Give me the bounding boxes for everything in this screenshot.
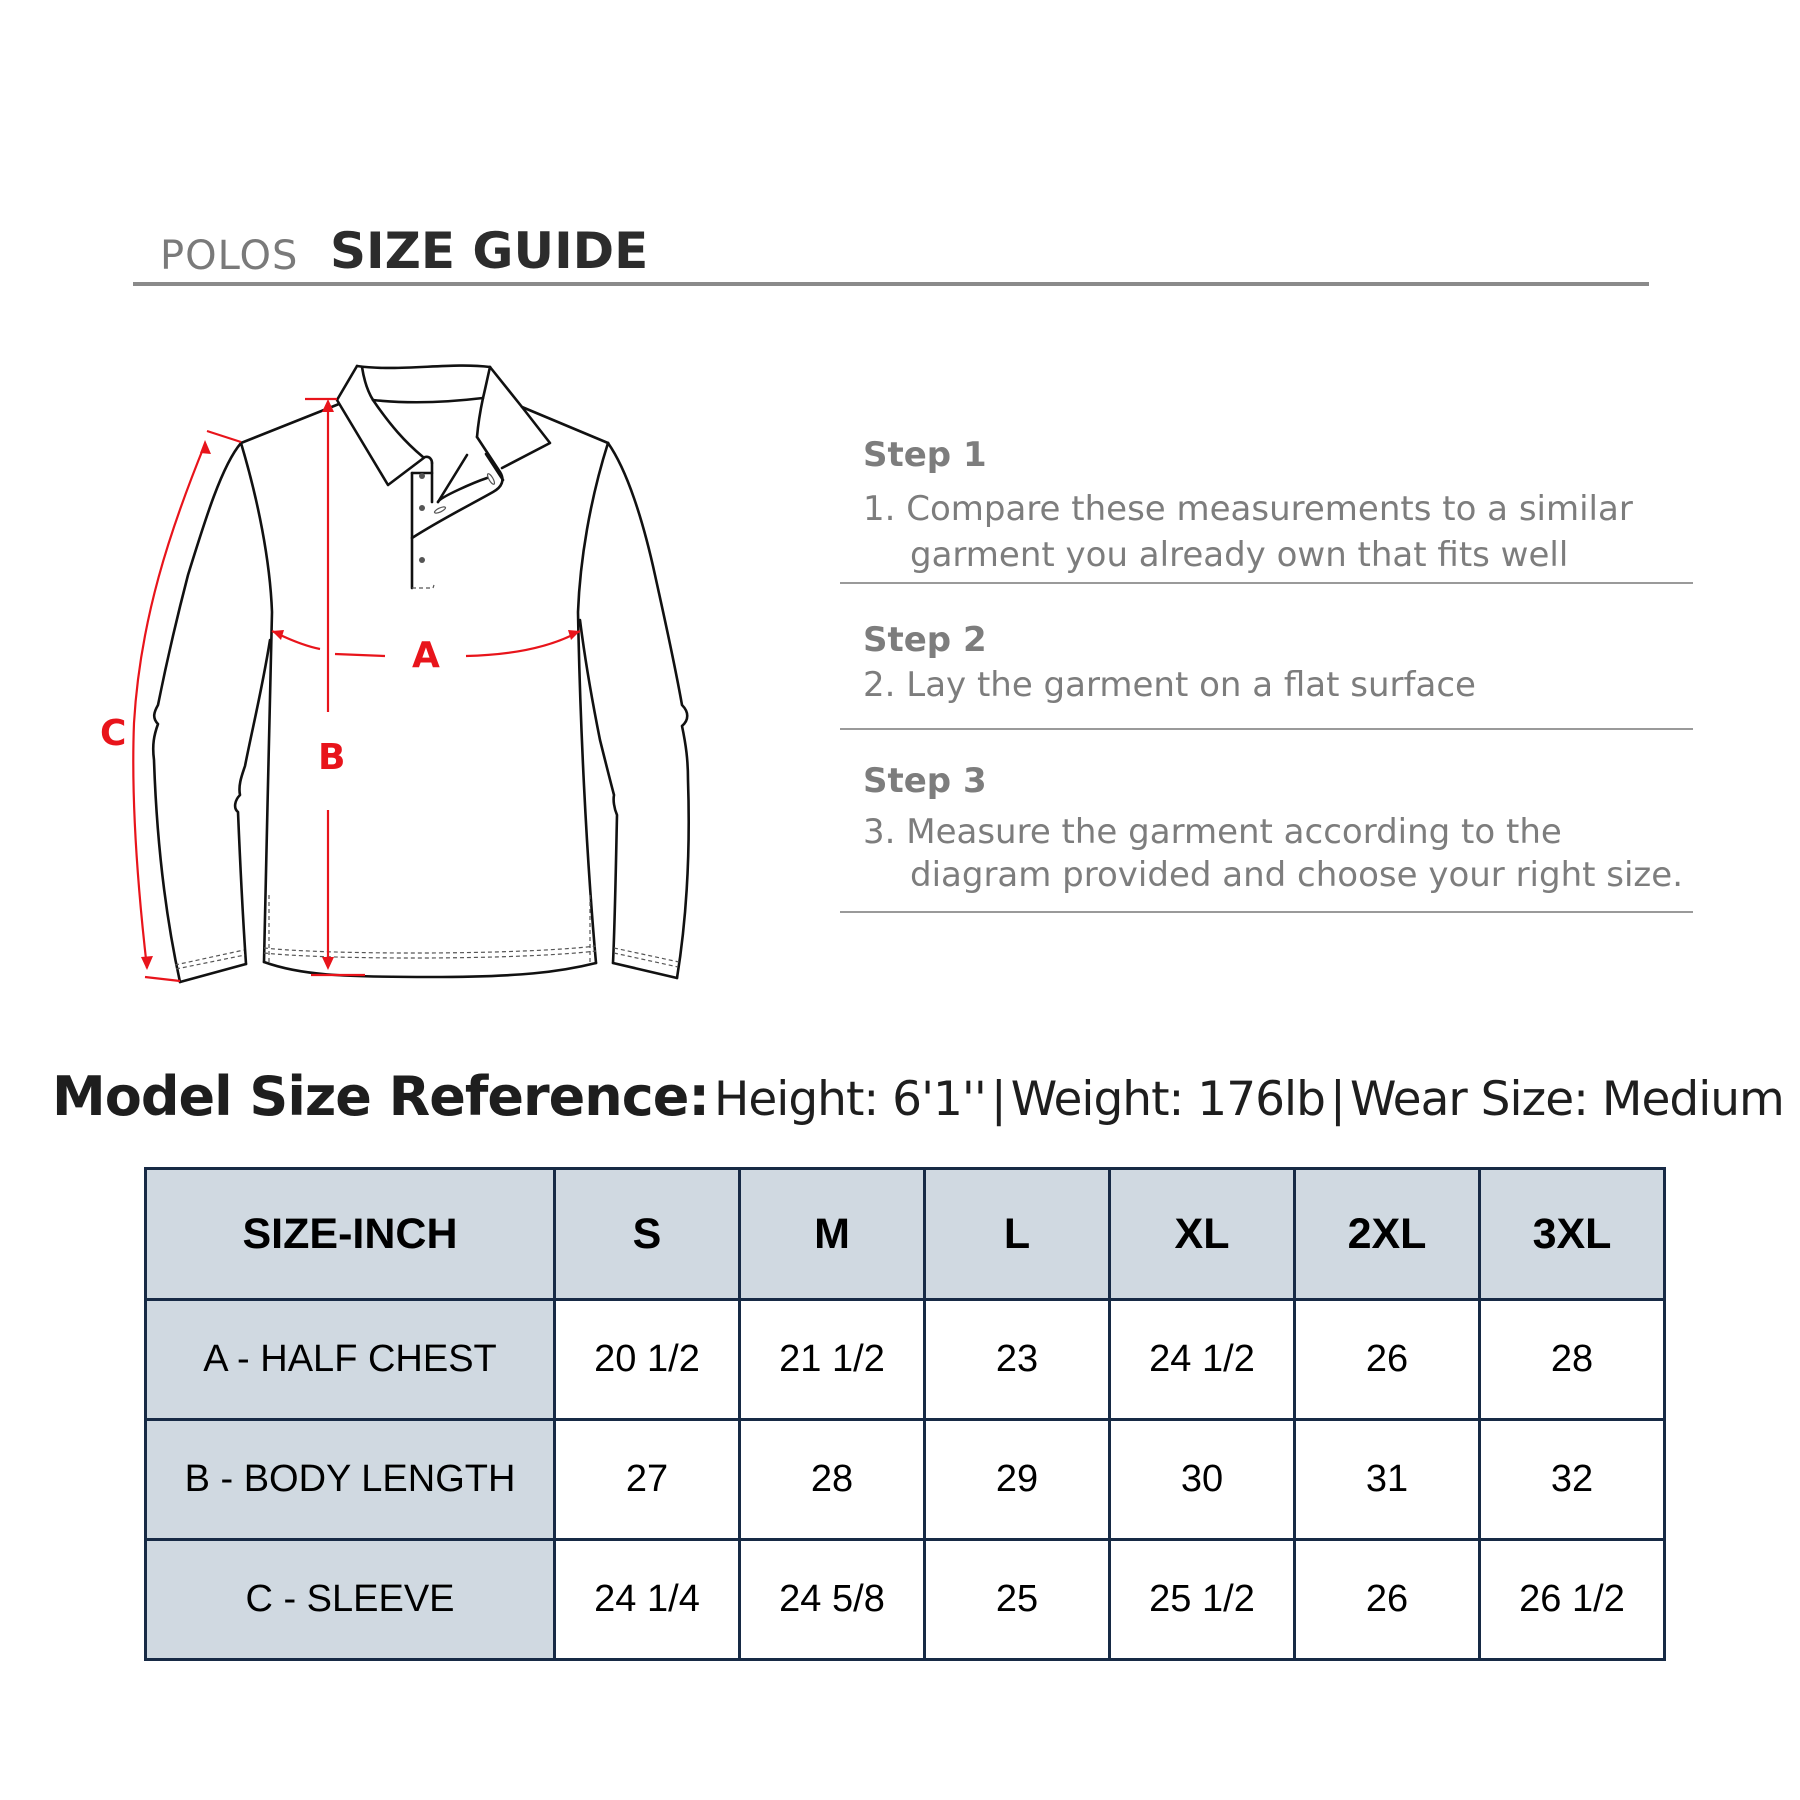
table-cell: 27 (555, 1420, 740, 1540)
table-cell: 30 (1110, 1420, 1295, 1540)
table-cell: 26 (1295, 1300, 1480, 1420)
column-header-size-inch: SIZE-INCH (146, 1169, 555, 1300)
size-chart-table (144, 1167, 1666, 1661)
step-text: diagram provided and choose your right size. (910, 855, 1684, 895)
table-row-half-chest (146, 1300, 1665, 1420)
step-divider (840, 582, 1693, 584)
step-divider (840, 911, 1693, 913)
table-cell: 24 1/4 (555, 1540, 740, 1660)
step-heading: Step 1 (863, 435, 987, 475)
table-cell: 26 (1295, 1540, 1480, 1660)
buttons (419, 473, 496, 563)
table-cell: 29 (925, 1420, 1110, 1540)
measure-a-right (466, 631, 580, 656)
column-header-l: L (925, 1169, 1110, 1300)
table-cell: 23 (925, 1300, 1110, 1420)
step-text: 3. Measure the garment according to the (863, 812, 1562, 852)
separator: | (1330, 1072, 1345, 1127)
column-header-s: S (555, 1169, 740, 1300)
step-divider (840, 728, 1693, 730)
table-row-body-length (146, 1420, 1665, 1540)
separator: | (990, 1072, 1006, 1127)
measure-b-label: B (318, 737, 346, 778)
step-text: garment you already own that fits well (910, 535, 1569, 575)
measure-c (133, 444, 205, 968)
row-label: C - SLEEVE (146, 1540, 555, 1660)
row-label: A - HALF CHEST (146, 1300, 555, 1420)
table-row-sleeve (146, 1540, 1665, 1660)
measurement-lines (133, 399, 580, 981)
step-text: 1. Compare these measurements to a similar (863, 489, 1633, 529)
table-cell: 21 1/2 (740, 1300, 925, 1420)
table-cell: 24 1/2 (1110, 1300, 1295, 1420)
table-cell: 28 (1480, 1300, 1665, 1420)
row-label: B - BODY LENGTH (146, 1420, 555, 1540)
column-header-3xl: 3XL (1480, 1169, 1665, 1300)
table-cell: 32 (1480, 1420, 1665, 1540)
step-heading: Step 3 (863, 761, 987, 801)
column-header-xl: XL (1110, 1169, 1295, 1300)
table-header-row (146, 1169, 1665, 1300)
measure-c-label: C (100, 713, 127, 754)
table-cell: 20 1/2 (555, 1300, 740, 1420)
model-weight: Weight: 176lb (1010, 1072, 1325, 1127)
measure-a-label: A (412, 635, 440, 676)
model-height: Height: 6'1'' (714, 1072, 986, 1127)
table-cell: 31 (1295, 1420, 1480, 1540)
column-header-2xl: 2XL (1295, 1169, 1480, 1300)
step-text: 2. Lay the garment on a flat surface (863, 665, 1476, 705)
column-header-m: M (740, 1169, 925, 1300)
table-cell: 25 (925, 1540, 1110, 1660)
model-reference-label: Model Size Reference: (52, 1065, 709, 1128)
table-cell: 25 1/2 (1110, 1540, 1295, 1660)
step-heading: Step 2 (863, 620, 987, 660)
arrowheads (141, 399, 580, 970)
page-title: SIZE GUIDE (330, 222, 649, 280)
table-cell: 28 (740, 1420, 925, 1540)
model-size-reference (52, 1065, 1784, 1128)
category-label: POLOS (160, 233, 299, 279)
model-wear-size: Wear Size: Medium (1349, 1072, 1784, 1127)
table-cell: 24 5/8 (740, 1540, 925, 1660)
table-cell: 26 1/2 (1480, 1540, 1665, 1660)
